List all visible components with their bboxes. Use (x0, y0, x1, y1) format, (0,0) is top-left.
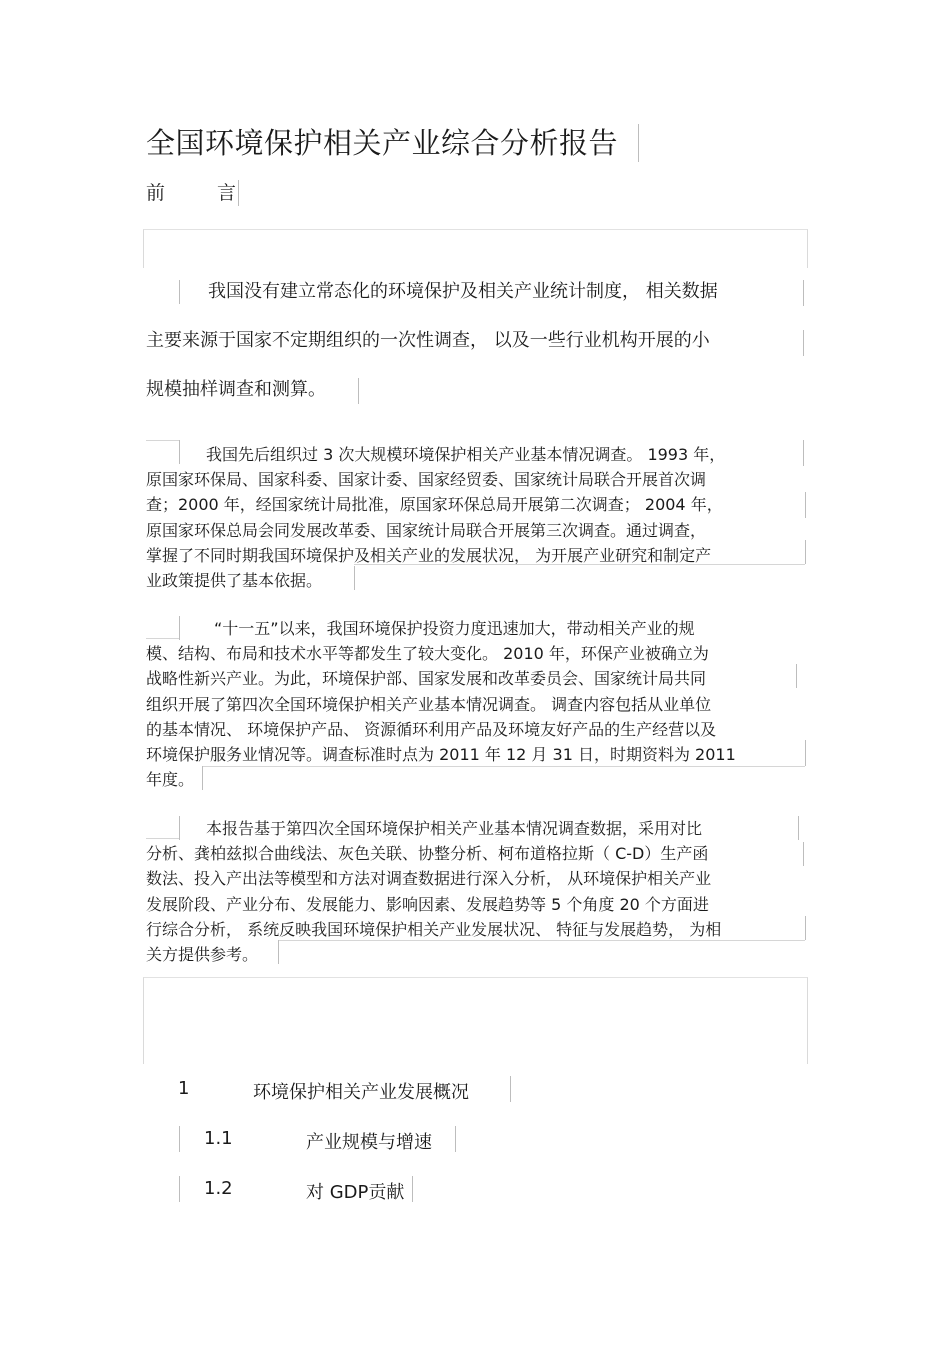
toc-entry-number[interactable]: 1 (178, 1078, 190, 1099)
paragraph3-line: 的基本情况、 环境保护产品、 资源循环利用产品及环境友好产品的生产经营以及 (146, 719, 717, 739)
text-frame-edge (358, 378, 359, 404)
text-frame-edge (803, 440, 804, 466)
paragraph3-line: 战略性新兴产业。为此，环境保护部、国家发展和改革委员会、国家统计局共同 (146, 669, 707, 689)
paragraph2 (146, 442, 811, 593)
text-frame-edge (354, 566, 355, 590)
preface-heading-char2: 言 (217, 182, 237, 204)
text-frame-edge (202, 766, 203, 790)
text-frame-edge (803, 330, 804, 356)
paragraph2-line: 我国先后组织过 3 次大规模环境保护相关产业基本情况调查。 1993 年， (206, 445, 726, 464)
text-frame-edge (805, 492, 806, 518)
text-frame-edge (179, 280, 180, 304)
text-frame-edge (510, 1076, 511, 1102)
paragraph1-line: 我国没有建立常态化的环境保护及相关产业统计制度， 相关数据 (208, 281, 718, 302)
paragraph4-line: 数法、投入产出法等模型和方法对调查数据进行深入分析， 从环境保护相关产业 (146, 869, 712, 889)
toc-entry-number[interactable]: 1.1 (204, 1128, 233, 1149)
paragraph3-line: 组织开展了第四次全国环境保护相关产业基本情况调查。 调查内容包括从业单位 (146, 694, 712, 714)
toc-entry-title[interactable]: 产业规模与增速 (306, 1132, 432, 1153)
empty-text-frame (143, 977, 808, 1064)
text-frame-edge (146, 838, 179, 839)
paragraph2-line: 查；2000 年，经国家统计局批准，原国家环保总局开展第二次调查； 2004 年， (146, 495, 723, 515)
paragraph4-line: 分析、龚柏兹拟合曲线法、灰色关联、协整分析、柯布道格拉斯（ C-D）生产函 (146, 844, 709, 864)
text-frame-edge (412, 1176, 413, 1202)
text-frame-edge (796, 664, 797, 688)
text-frame-edge (146, 638, 179, 639)
paragraph4 (146, 816, 811, 967)
text-frame-edge (805, 740, 806, 766)
paragraph1-line: 主要来源于国家不定期组织的一次性调查， 以及一些行业机构开展的小 (146, 330, 710, 351)
preface-heading-char1: 前 (146, 182, 166, 204)
paragraph1-line: 规模抽样调查和测算。 (146, 379, 326, 400)
text-frame-edge (179, 816, 180, 840)
text-frame-edge (354, 564, 805, 565)
text-frame-edge (455, 1126, 456, 1152)
text-frame-edge (803, 280, 804, 306)
text-frame-edge (179, 1176, 180, 1202)
text-frame-edge (179, 616, 180, 640)
text-frame-edge (278, 940, 279, 964)
paragraph3-line: 年度。 (146, 770, 195, 790)
text-frame-edge (146, 440, 179, 441)
text-frame-edge (803, 842, 804, 866)
paragraph3-line: “十一五”以来，我国环境保护投资力度迅速加大，带动相关产业的规 (214, 619, 695, 638)
paragraph3-line: 模、结构、布局和技术水平等都发生了较大变化。 2010 年，环保产业被确立为 (146, 644, 709, 664)
text-frame-edge (238, 180, 239, 206)
text-frame-edge (805, 916, 806, 940)
toc-entry-number[interactable]: 1.2 (204, 1178, 233, 1199)
text-frame-edge (202, 766, 805, 767)
toc-entry-title[interactable]: 环境保护相关产业发展概况 (253, 1082, 469, 1103)
paragraph4-line: 关方提供参考。 (146, 944, 259, 964)
toc-entry-title[interactable]: 对 GDP贡献 (306, 1182, 405, 1203)
text-frame-edge (805, 540, 806, 564)
paragraph4-line: 本报告基于第四次全国环境保护相关产业基本情况调查数据，采用对比 (206, 819, 703, 838)
text-frame-edge (278, 940, 805, 941)
text-frame-edge (179, 1126, 180, 1152)
preface-heading (146, 178, 236, 208)
paragraph2-line: 掌握了不同时期我国环境保护及相关产业的发展状况， 为开展产业研究和制定产 (146, 545, 712, 565)
document-title: 全国环境保护相关产业综合分析报告 (146, 126, 619, 160)
paragraph2-line: 业政策提供了基本依据。 (146, 570, 323, 590)
paragraph4-line: 行综合分析， 系统反映我国环境保护相关产业发展状况、 特征与发展趋势， 为相 (146, 919, 722, 939)
paragraph4-line: 发展阶段、产业分布、发展能力、影响因素、发展趋势等 5 个角度 20 个方面进 (146, 894, 709, 914)
text-frame-edge (798, 816, 799, 840)
paragraph2-line: 原国家环保总局会同发展改革委、国家统计局联合开展第三次调查。通过调查， (146, 520, 707, 540)
text-frame-edge (179, 440, 180, 464)
text-frame-edge (638, 124, 639, 162)
empty-text-frame (143, 229, 808, 268)
paragraph2-line: 原国家环保局、国家科委、国家计委、国家经贸委、国家统计局联合开展首次调 (146, 470, 707, 490)
paragraph3-line: 环境保护服务业情况等。调查标准时点为 2011 年 12 月 31 日，时期资料为 2011 (146, 744, 736, 764)
